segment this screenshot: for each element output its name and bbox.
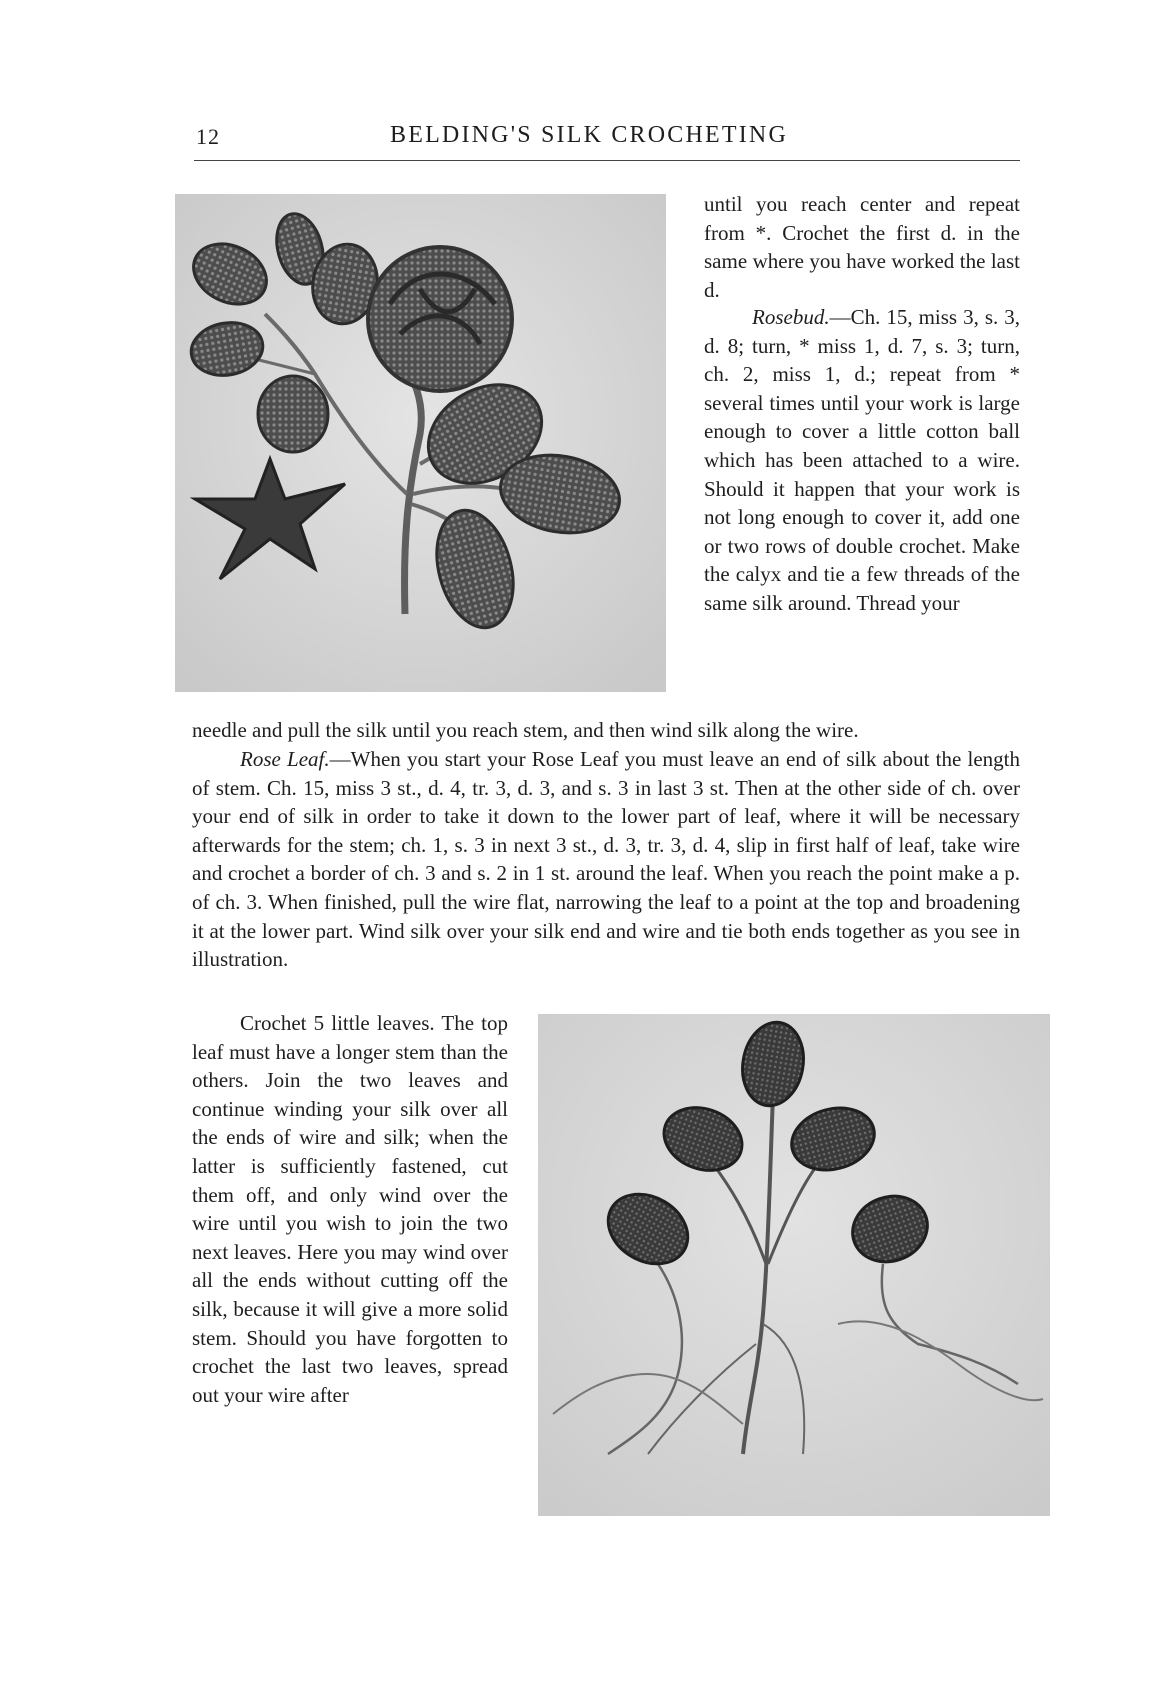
- paragraph-text: until you reach center and repeat from *. Crochet the first d. in the same where you have worked the last d.: [704, 192, 1020, 302]
- paragraph-continued: [704, 190, 1020, 304]
- little-leaves-text: Crochet 5 little leaves. The top leaf must have a longer stem than the others. Join the two leaves and continue winding your silk over all the ends of wire and silk; when the latter is sufficiently fastened, cut them off, and only wind over the wire until you wish to join the two next leaves. Here you may wind over all the ends without cutting off the silk, because it will give a more solid stem. Should you have forgotten to crochet the last two leaves, spread out your wire after: [192, 1011, 508, 1407]
- rose-leaf-text: —When you start your Rose Leaf you must leave an end of silk about the length of stem. Ch. 15, miss 3 st., d. 4, tr. 3, d. 3, and s. 3 in last 3 st. Then at the other side of ch. over your end of silk in order to take it down to the lower part of leaf, where it will be necessary afterwards for the stem; ch. 1, s. 3 in next 3 st., d. 3, tr. 3, d. 4, slip in first half of leaf, take wire and crochet a border of ch. 3 and s. 2 in 1 st. around the leaf. When you reach the point make a p. of ch. 3. When finished, pull the wire flat, narrowing the leaf to a point at the top and broadening it at the lower part. Wind silk over your silk end and wire and tie both ends together as you see in illustration.: [192, 747, 1020, 972]
- five-leaves-photo: [538, 1014, 1050, 1516]
- rose-spray-photo: [175, 194, 666, 692]
- rose-spray-illustration: [175, 194, 666, 692]
- rosebud-text: —Ch. 15, miss 3, s. 3, d. 8; turn, * miss 1, d. 7, s. 3; turn, ch. 2, miss 1, d.; repeat from * several times until your work is large enough to cover a little cotton ball which has been attached to a wire. Should it happen that your work is not long enough to cover it, add one or two rows of double crochet. Make the calyx and tie a few threads of the same silk around. Thread your: [704, 305, 1020, 615]
- rose-leaf-title: Rose Leaf.: [240, 747, 330, 771]
- rosebud-paragraph-end: [192, 716, 1020, 745]
- rose-leaf-paragraph: [192, 745, 1020, 974]
- page-number: 12: [196, 124, 220, 149]
- running-head: BELDING'S SILK CROCHETING: [390, 122, 788, 148]
- little-leaves-paragraph: [192, 1009, 508, 1409]
- rosebud-paragraph: [704, 303, 1020, 618]
- header-rule: [194, 160, 1020, 161]
- rosebud-title: Rosebud.: [752, 305, 830, 329]
- five-leaves-illustration: [538, 1014, 1050, 1516]
- rosebud-text-continued: needle and pull the silk until you reach stem, and then wind silk along the wire.: [192, 718, 859, 742]
